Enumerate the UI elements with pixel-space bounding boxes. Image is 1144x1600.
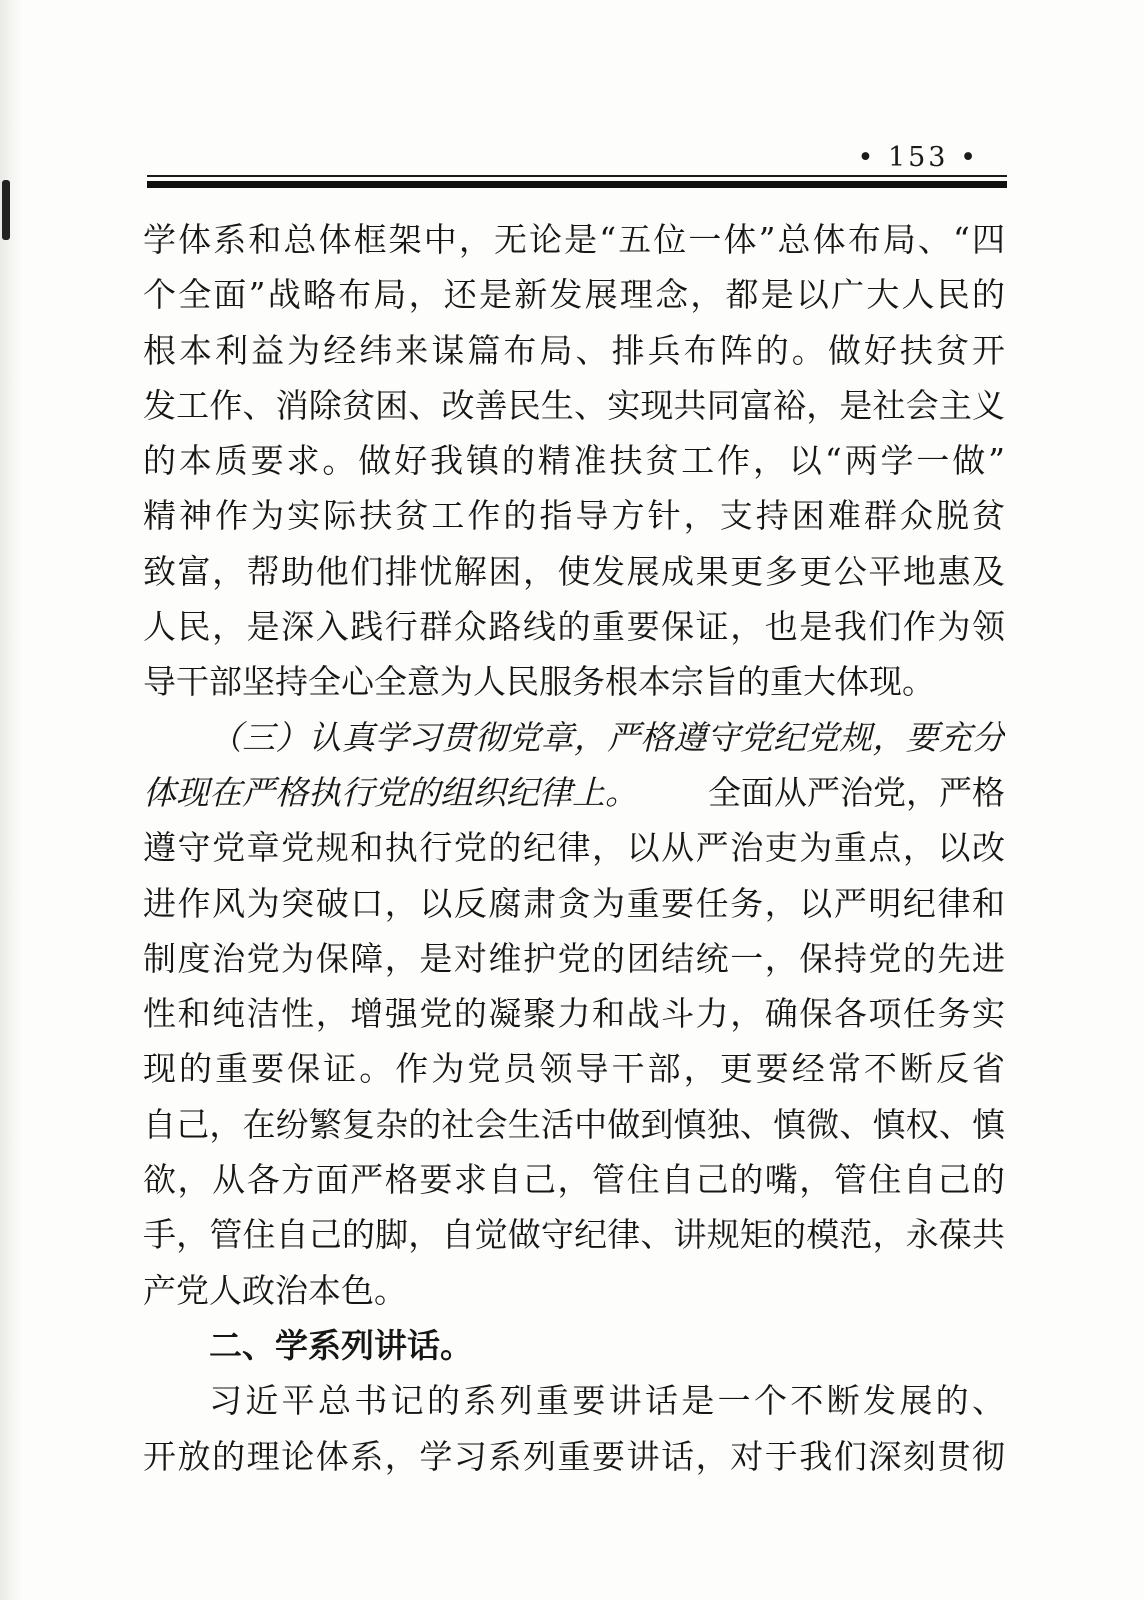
text-line: 的本质要求。做好我镇的精准扶贫工作，以“两学一做” xyxy=(143,441,1005,481)
text-line: 手，管住自己的脚，自觉做守纪律、讲规矩的模范，永葆共 xyxy=(143,1215,1005,1255)
page-number: • 153 • xyxy=(857,142,979,173)
header-rule-thick xyxy=(147,181,1007,188)
text-line: 自己，在纷繁复杂的社会生活中做到慎独、慎微、慎权、慎 xyxy=(143,1104,1005,1144)
text-line: 性和纯洁性，增强党的凝聚力和战斗力，确保各项任务实 xyxy=(143,994,1005,1034)
scan-edge-mark xyxy=(2,180,10,240)
text-line: 进作风为突破口，以反腐肃贪为重要任务，以严明纪律和 xyxy=(143,883,1005,923)
text-line: 导干部坚持全心全意为人民服务根本宗旨的重大体现。 xyxy=(143,662,935,702)
section-heading: 二、学系列讲话。 xyxy=(209,1325,473,1365)
text-line: 学体系和总体框架中，无论是“五位一体”总体布局、“四 xyxy=(143,220,1005,259)
text-line-tail: 全面从严治党，严格 xyxy=(708,772,1005,812)
text-line: 欲，从各方面严格要求自己，管住自己的嘴，管住自己的 xyxy=(143,1160,1005,1200)
text-line: 人民，是深入践行群众路线的重要保证，也是我们作为领 xyxy=(143,607,1005,647)
text-line: 遵守党章党规和执行党的纪律，以从严治吏为重点，以改 xyxy=(143,828,1005,868)
section-lead-line: （三）认真学习贯彻党章，严格遵守党纪党规，要充分 xyxy=(209,717,1005,757)
text-line: 现的重要保证。作为党员领导干部，更要经常不断反省 xyxy=(143,1049,1005,1089)
page-edge xyxy=(0,0,22,1600)
section-lead-tail: 体现在严格执行党的组织纪律上。 xyxy=(143,772,638,812)
text-line: 致富，帮助他们排忧解困，使发展成果更多更公平地惠及 xyxy=(143,551,1005,591)
text-line: 个全面”战略布局，还是新发展理念，都是以广大人民的 xyxy=(143,275,1005,315)
header-rule-thin xyxy=(147,175,1007,177)
text-line-mixed xyxy=(143,765,1005,820)
body-text xyxy=(143,212,1005,1484)
page-header xyxy=(147,138,1007,192)
text-line: 发工作、消除贫困、改善民生、实现共同富裕，是社会主义 xyxy=(143,385,1005,425)
text-line: 制度治党为保障，是对维护党的团结统一，保持党的先进 xyxy=(143,938,1005,978)
text-line: 开放的理论体系，学习系列重要讲话，对于我们深刻贯彻 xyxy=(143,1436,1005,1476)
text-line: 产党人政治本色。 xyxy=(143,1270,407,1310)
text-line: 根本利益为经纬来谋篇布局、排兵布阵的。做好扶贫开 xyxy=(143,330,1005,370)
text-line: 精神作为实际扶贫工作的指导方针，支持困难群众脱贫 xyxy=(143,496,1005,536)
text-line: 习近平总书记的系列重要讲话是一个不断发展的、 xyxy=(209,1381,1005,1421)
